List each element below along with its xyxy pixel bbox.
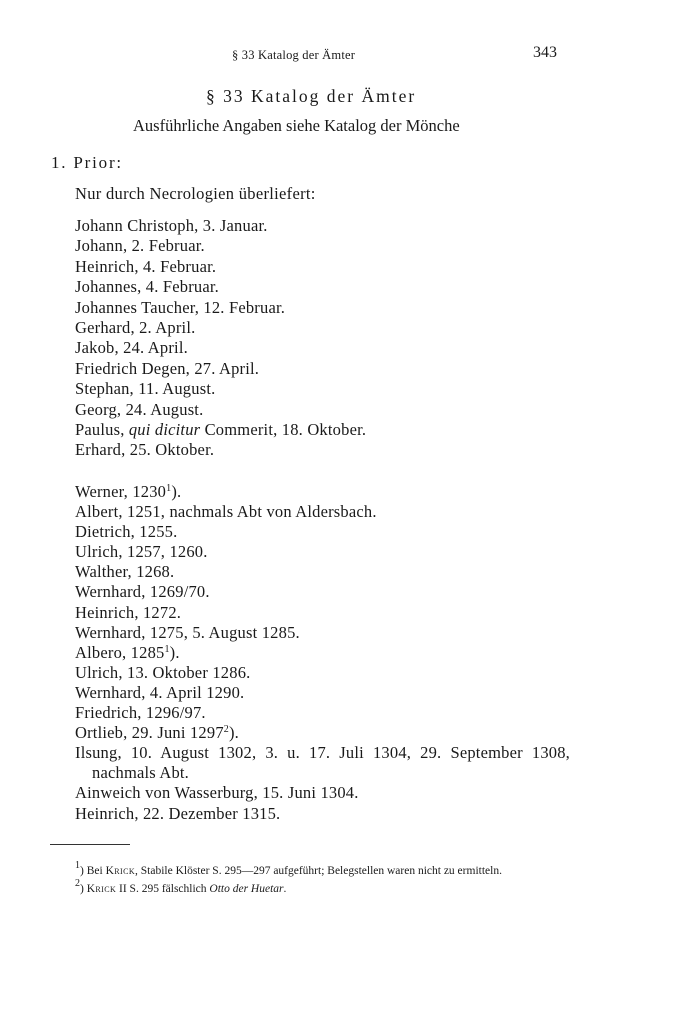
page-number: 343: [533, 44, 557, 61]
list-item: Walther, 1268.: [75, 562, 175, 582]
section-intro: Nur durch Necrologien überliefert:: [75, 184, 316, 203]
list-item: Johann, 2. Februar.: [75, 236, 205, 256]
list-item: Heinrich, 22. Dezember 1315.: [75, 803, 281, 823]
list-item: Ulrich, 13. Oktober 1286.: [75, 662, 251, 682]
list-item: Georg, 24. August.: [75, 399, 204, 419]
running-head-title: § 33 Katalog der Ämter: [232, 48, 356, 62]
footnote-rule: [50, 844, 130, 845]
list-item: Jakob, 24. April.: [75, 338, 188, 358]
list-item: Ilsung, 10. August 1302, 3. u. 17. Juli 1304, 29. September 1308, nachmals Abt.: [75, 743, 570, 783]
list-item: Wernhard, 4. April 1290.: [75, 682, 245, 702]
list-item: Johannes, 4. Februar.: [75, 277, 219, 297]
section-label: 1. Prior:: [51, 153, 123, 172]
necrology-list: [75, 216, 366, 461]
author-name: Krick: [105, 865, 135, 877]
list-item: Heinrich, 4. Februar.: [75, 256, 217, 276]
heading-subtitle: Ausführliche Angaben siehe Katalog der Mönche: [133, 116, 460, 135]
list-item: Wernhard, 1275, 5. August 1285.: [75, 622, 300, 642]
footnote-ref: 1: [164, 643, 170, 655]
list-item: Albero, 1285$^1$).: [75, 642, 180, 662]
list-item: Ortlieb, 29. Juni 1297$^2$).: [75, 723, 240, 743]
list-item: Albert, 1251, nachmals Abt von Aldersbach.: [75, 502, 377, 522]
footnotes: [51, 862, 554, 898]
list-item: Heinrich, 1272.: [75, 602, 182, 622]
list-item: Werner, 1230$^1$).: [75, 482, 182, 501]
running-head: [0, 44, 700, 64]
footnote-mark: 1: [75, 860, 80, 871]
footnote-1: $^1$) Bei Krick, Stabile Klöster S. 295—297 aufgeführt; Belegstellen waren nicht zu ermitteln.: [75, 860, 502, 877]
footnote-ref: 2: [223, 724, 229, 736]
footnote-ref: 1: [166, 483, 172, 494]
list-item: Friedrich, 1296/97.: [75, 703, 206, 723]
list-item: Paulus, qui dicitur Commerit, 18. Oktober.: [75, 419, 367, 439]
footnote-mark: 2: [75, 878, 80, 889]
heading-title: § 33 Katalog der Ämter: [206, 86, 417, 106]
list-item: Wernhard, 1269/70.: [75, 582, 210, 602]
list-item: Johann Christoph, 3. Januar.: [75, 216, 268, 235]
list-item: Johannes Taucher, 12. Februar.: [75, 297, 286, 317]
footnote-2: $^2$) Krick II S. 295 fälschlich Otto der Huetar.: [75, 878, 287, 895]
list-item: Friedrich Degen, 27. April.: [75, 358, 260, 378]
list-item: Erhard, 25. Oktober.: [75, 440, 215, 460]
list-item: Dietrich, 1255.: [75, 522, 178, 542]
author-name: Krick: [86, 883, 117, 895]
list-item: Ainweich von Wasserburg, 15. Juni 1304.: [75, 783, 359, 803]
dated-prior-list: [75, 482, 570, 824]
list-item: Gerhard, 2. April.: [75, 317, 196, 337]
list-item: Ulrich, 1257, 1260.: [75, 542, 208, 562]
list-item: Stephan, 11. August.: [75, 379, 216, 399]
